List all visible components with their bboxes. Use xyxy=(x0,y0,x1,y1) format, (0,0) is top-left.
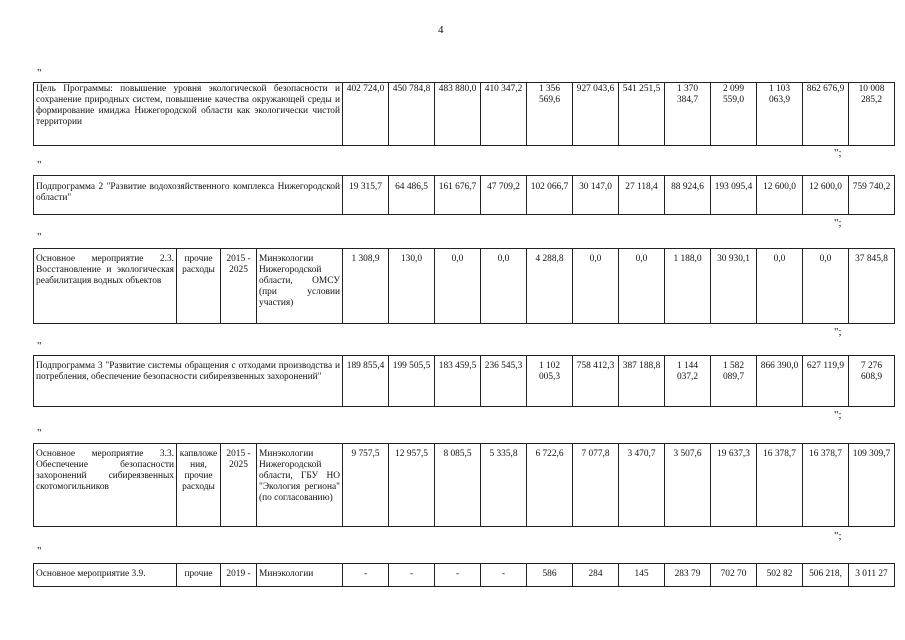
expense-type: прочие xyxy=(177,564,221,587)
row-title: Основное мероприятие 3.9. xyxy=(34,564,177,587)
cell: 0,0 xyxy=(757,249,803,324)
row-title: Основное мероприятие 2.3. Восстановление и экологическая реабилитация водных объектов xyxy=(34,249,177,324)
cell: 145 xyxy=(619,564,665,587)
cell: 1 582 089,7 xyxy=(711,356,757,407)
expense-type: капвложения, прочие расходы xyxy=(177,444,221,527)
cell: 586 xyxy=(527,564,573,587)
cell: 410 347,2 xyxy=(481,83,527,146)
cell: - xyxy=(481,564,527,587)
cell: 19 315,7 xyxy=(343,176,389,215)
cell: 1 370 384,7 xyxy=(665,83,711,146)
cell: 387 188,8 xyxy=(619,356,665,407)
cell: 1 103 063,9 xyxy=(757,83,803,146)
cell: 199 505,5 xyxy=(389,356,435,407)
cell: 3 507,6 xyxy=(665,444,711,527)
executor: Минэкологии Нижегородской области, ГБУ НО "Экология региона" (по согласованию) xyxy=(257,444,343,527)
cell: 758 412,3 xyxy=(573,356,619,407)
cell: 3 470,7 xyxy=(619,444,665,527)
open-quote: " xyxy=(37,427,42,439)
close-quote: "; xyxy=(834,147,842,159)
cell: 5 335,8 xyxy=(481,444,527,527)
cell: 109 309,7 xyxy=(849,444,895,527)
cell: 0,0 xyxy=(803,249,849,324)
period: 2015 - 2025 xyxy=(221,249,257,324)
cell: 6 722,6 xyxy=(527,444,573,527)
cell: 161 676,7 xyxy=(435,176,481,215)
cell: 2 099 559,0 xyxy=(711,83,757,146)
cell: 7 276 608,9 xyxy=(849,356,895,407)
cell: 627 119,9 xyxy=(803,356,849,407)
cell: 4 288,8 xyxy=(527,249,573,324)
cell: 102 066,7 xyxy=(527,176,573,215)
open-quote: " xyxy=(37,340,42,352)
cell: 759 740,2 xyxy=(849,176,895,215)
cell: 30 147,0 xyxy=(573,176,619,215)
close-quote: "; xyxy=(834,217,842,229)
cell: 502 82 xyxy=(757,564,803,587)
cell: 30 930,1 xyxy=(711,249,757,324)
cell: 927 043,6 xyxy=(573,83,619,146)
executor: Минэкологии xyxy=(257,564,343,587)
cell: 483 880,0 xyxy=(435,83,481,146)
open-quote: " xyxy=(37,545,42,557)
executor: Минэкологии Нижегородской области, ОМСУ (при условии участия) xyxy=(257,249,343,324)
row-title: Подпрограмма 2 "Развитие водохозяйственного комплекса Нижегородской области" xyxy=(34,176,343,215)
cell: 0,0 xyxy=(573,249,619,324)
cell: 12 957,5 xyxy=(389,444,435,527)
cell: 866 390,0 xyxy=(757,356,803,407)
cell: 1 144 037,2 xyxy=(665,356,711,407)
cell: 3 011 27 xyxy=(849,564,895,587)
subprogram2-table xyxy=(33,175,895,215)
cell: 9 757,5 xyxy=(343,444,389,527)
open-quote: " xyxy=(37,231,42,243)
cell: 37 845,8 xyxy=(849,249,895,324)
cell: - xyxy=(389,564,435,587)
subprogram3-table xyxy=(33,355,895,407)
cell: 183 459,5 xyxy=(435,356,481,407)
period: 2015 - 2025 xyxy=(221,444,257,527)
cell: 0,0 xyxy=(619,249,665,324)
cell: 64 486,5 xyxy=(389,176,435,215)
cell: 402 724,0 xyxy=(343,83,389,146)
expense-type: прочие расходы xyxy=(177,249,221,324)
cell: 19 637,3 xyxy=(711,444,757,527)
cell: 10 008 285,2 xyxy=(849,83,895,146)
goal-table xyxy=(33,82,895,146)
cell: 27 118,4 xyxy=(619,176,665,215)
cell: 862 676,9 xyxy=(803,83,849,146)
cell: - xyxy=(435,564,481,587)
cell: 12 600,0 xyxy=(803,176,849,215)
open-quote: " xyxy=(37,159,42,171)
cell: 0,0 xyxy=(435,249,481,324)
open-quote: " xyxy=(37,67,42,79)
cell: 88 924,6 xyxy=(665,176,711,215)
cell: 1 188,0 xyxy=(665,249,711,324)
cell: 189 855,4 xyxy=(343,356,389,407)
measure-2-3-table xyxy=(33,248,895,324)
close-quote: "; xyxy=(834,409,842,421)
cell: 16 378,7 xyxy=(803,444,849,527)
cell: 284 xyxy=(573,564,619,587)
page-number: 4 xyxy=(438,24,444,36)
row-title: Основное мероприятие 3.3. Обеспечение безопасности захоронений сибиреязвенных скотомогильников xyxy=(34,444,177,527)
close-quote: "; xyxy=(834,326,842,338)
cell: 506 218, xyxy=(803,564,849,587)
cell: 702 70 xyxy=(711,564,757,587)
cell: 541 251,5 xyxy=(619,83,665,146)
cell: 450 784,8 xyxy=(389,83,435,146)
cell: 8 085,5 xyxy=(435,444,481,527)
row-title: Цель Программы: повышение уровня экологической безопасности и сохранение природных систем, повышение качества окружающей среды и формирование имиджа Нижегородской области как экологически чистой территории xyxy=(34,83,343,146)
cell: 1 308,9 xyxy=(343,249,389,324)
measure-3-3-table xyxy=(33,443,895,527)
cell: 1 102 005,3 xyxy=(527,356,573,407)
cell: 193 095,4 xyxy=(711,176,757,215)
cell: 130,0 xyxy=(389,249,435,324)
cell: 7 077,8 xyxy=(573,444,619,527)
cell: 283 79 xyxy=(665,564,711,587)
cell: 236 545,3 xyxy=(481,356,527,407)
period: 2019 - xyxy=(221,564,257,587)
cell: 12 600,0 xyxy=(757,176,803,215)
cell: 0,0 xyxy=(481,249,527,324)
cell: 1 356 569,6 xyxy=(527,83,573,146)
cell: 16 378,7 xyxy=(757,444,803,527)
close-quote: "; xyxy=(834,530,842,542)
measure-3-9-table xyxy=(33,563,895,587)
cell: 47 709,2 xyxy=(481,176,527,215)
cell: - xyxy=(343,564,389,587)
row-title: Подпрограмма 3 "Развитие системы обращения с отходами производства и потребления, обеспечение безопасности сибиреязвенных захоронений" xyxy=(34,356,343,407)
